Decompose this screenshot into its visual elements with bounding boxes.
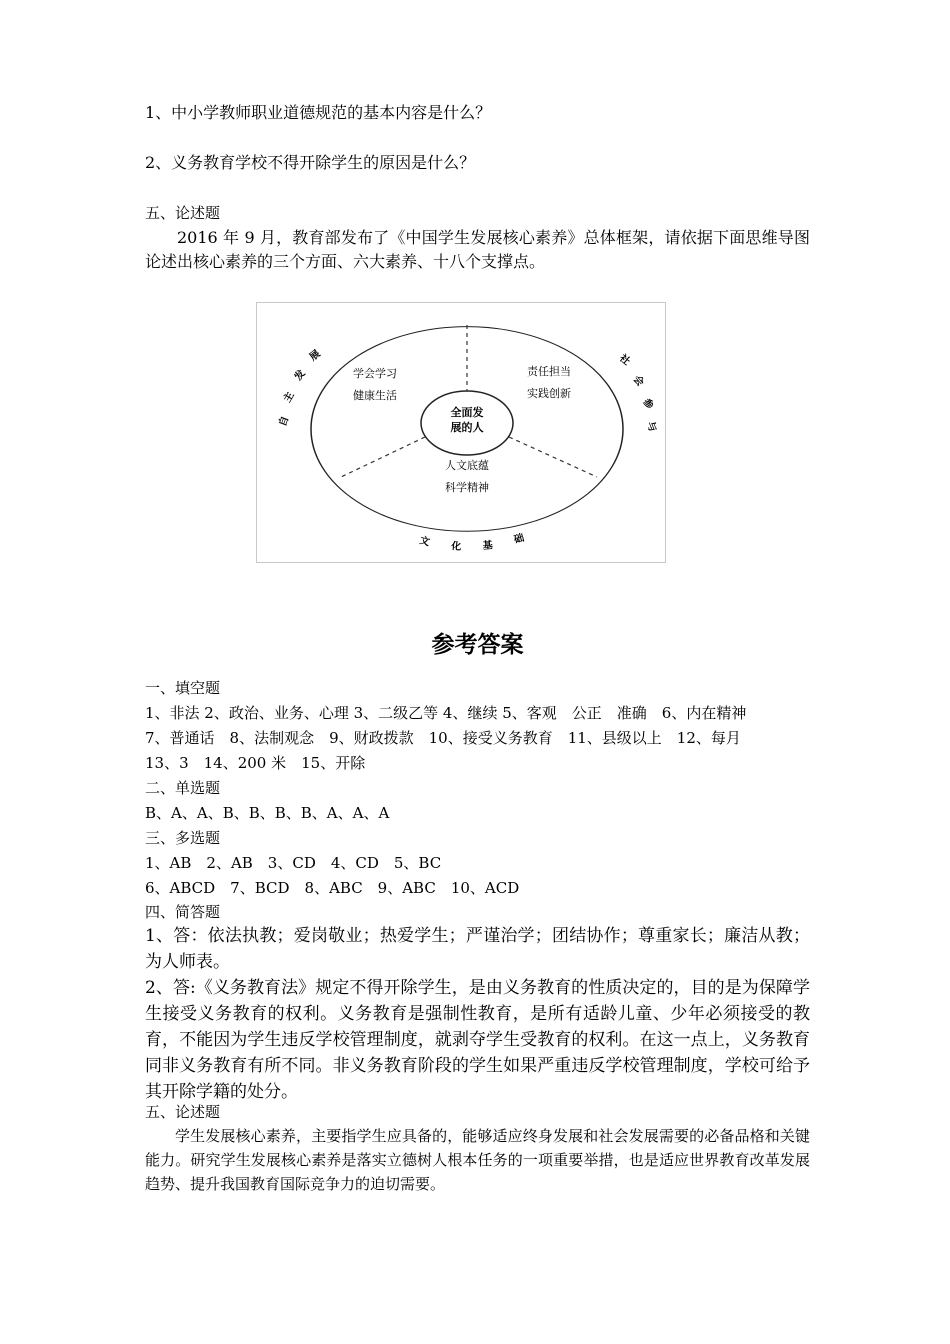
multi-choice-heading: 三、多选题 [145,829,221,847]
outer-left-char-1: 自 [277,414,292,429]
outer-left-char-2: 主 [282,390,297,405]
single-choice-heading: 二、单选题 [145,779,221,797]
answers-title: 参考答案 [431,632,524,658]
left-top-label-2: 健康生活 [353,389,397,402]
question-2: 2、义务教育学校不得开除学生的原因是什么？ [145,153,476,172]
fill-blank-heading: 一、填空题 [145,679,221,697]
question-1: 1、中小学教师职业道德规范的基本内容是什么？ [145,103,492,122]
fill-blank-answers-1: 1、非法 2、政治、业务、心理 3、二级乙等 4、继续 5、客观 公正 准确 6、内在精神 [145,704,747,722]
outer-left-char-3: 发 [292,368,308,383]
right-top-label-1: 责任担当 [527,365,571,378]
outer-right-char-3: 参 [640,397,655,412]
single-choice-answers: B、A、A、B、B、B、B、A、A、A [145,804,390,822]
bottom-label-1: 人文底蕴 [445,459,489,472]
outer-right-char-1: 社 [617,352,632,368]
outer-left-char-4: 展 [307,348,323,364]
center-label-1: 全面发 [450,406,484,419]
core-literacy-diagram [256,302,666,563]
outer-bottom-char-4: 础 [512,532,526,546]
bottom-label-2: 科学精神 [445,481,489,494]
center-label-2: 展的人 [450,421,484,434]
short-answer-2: 2、答:《义务教育法》规定不得开除学生，是由义务教育的性质决定的，目的是为保障学生接受义务教育的权利。义务教育是强制性教育，是所有适龄儿童、少年必须接受的教育，不能因为学生违反学校管理制度，就剥夺学生受教育的权利。在这一点上，义务教育同非义务教育有所不同。非义务教育阶段的学生如果严重违反学校管理制度，学校可给予其开除学籍的处分。 [145,978,810,1102]
fill-blank-answers-2: 7、普通话 8、法制观念 9、财政拨款 10、接受义务教育 11、县级以上 12、每月 [145,729,741,747]
divider-right [509,437,597,477]
outer-right-char-4: 与 [644,420,658,434]
divider-left [341,437,425,477]
outer-bottom-char-3: 基 [482,540,494,552]
left-top-label-1: 学会学习 [353,367,397,380]
short-answer-1: 1、答：依法执教；爱岗敬业；热爱学生；严谨治学；团结协作；尊重家长；廉洁从教；为人师表。 [145,926,810,972]
multi-choice-answers-1: 1、AB 2、AB 3、CD 4、CD 5、BC [145,854,442,872]
multi-choice-answers-2: 6、ABCD 7、BCD 8、ABC 9、ABC 10、ACD [145,879,520,897]
fill-blank-answers-3: 13、3 14、200 米 15、开除 [145,754,366,772]
essay-answer-heading: 五、论述题 [145,1103,221,1121]
essay-answer-paragraph: 学生发展核心素养，主要指学生应具备的，能够适应终身发展和社会发展需要的必备品格和关键能力。研究学生发展核心素养是落实立德树人根本任务的一项重要举措，也是适应世界教育改革发展趋势、提升我国教育国际竞争力的迫切需要。 [145,1127,810,1193]
diagram-svg [257,303,665,562]
outer-bottom-char-1: 文 [418,535,431,549]
right-top-label-2: 实践创新 [527,387,571,400]
short-answer-heading: 四、简答题 [145,903,221,921]
essay-heading: 五、论述题 [145,204,221,222]
outer-bottom-char-2: 化 [450,541,462,553]
outer-right-char-2: 会 [630,373,646,389]
essay-prompt: 2016 年 9 月，教育部发布了《中国学生发展核心素养》总体框架，请依据下面思维导图论述出核心素养的三个方面、六大素养、十八个支撑点。 [145,228,810,271]
outer-bottom-label [418,531,525,553]
outer-left-label [276,347,323,428]
